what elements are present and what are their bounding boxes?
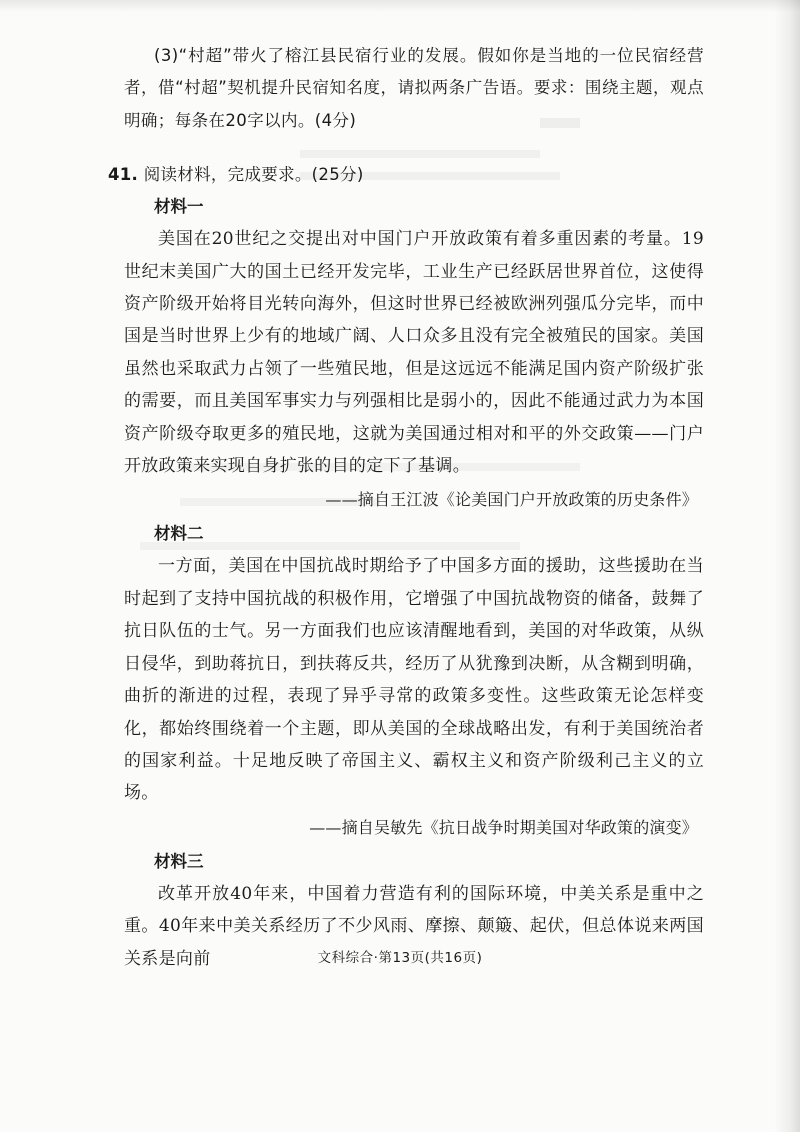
question-41-heading — [108, 161, 704, 189]
material-1-source: ——摘自王江波《论美国门户开放政策的历史条件》 — [325, 490, 698, 510]
material-1-title: 材料一 — [154, 197, 204, 217]
material-2-title: 材料二 — [154, 524, 204, 544]
page-content — [108, 40, 704, 975]
material-3-body: 改革开放40年来，中国着力营造有利的国际环境，中美关系是重中之重。40年来中美关系经历了不少风雨、摩擦、颠簸、起伏，但总体说来两国关系是向前 — [124, 883, 704, 969]
scan-shadow-top — [0, 0, 800, 12]
material-1-body: 美国在20世纪之交提出对中国门户开放政策有着多重因素的考量。19世纪末美国广大的国土已经开发完毕，工业生产已经跃居世界首位，这使得资产阶级开始将目光转向海外，但这时世界已经被欧洲列强瓜分完毕，而中国是当时世界上少有的地域广阔、人口众多且没有完全被殖民的国家。美国虽然也采取武力占领了一些殖民地，但是这远远不能满足国内资产阶级扩张的需要，而且美国军事实力与列强相比是弱小的，因此不能通过武力为本国资产阶级夺取更多的殖民地，这就为美国通过相对和平的外交政策——门户开放政策来实现自身扩张的目的定下了基调。 — [124, 229, 704, 477]
material-3-title: 材料三 — [154, 851, 204, 871]
material-2-body: 一方面，美国在中国抗战时期给予了中国多方面的援助，这些援助在当时起到了支持中国抗战的积极作用，它增强了中国抗战物资的储备，鼓舞了抗日队伍的士气。另一方面我们也应该清醒地看到，美国的对华政策，从纵日侵华，到助蒋抗日，到扶蒋反共，经历了从犹豫到决断，从含糊到明确，曲折的渐进的过程，表现了异乎寻常的政策多变性。这些政策无论怎样变化，都始终围绕着一个主题，即从美国的全球战略出发，有利于美国统治者的国家利益。十足地反映了帝国主义、霸权主义和资产阶级利己主义的立场。 — [124, 556, 704, 804]
question-3-text: (3)“村超”带火了榕江县民宿行业的发展。假如你是当地的一位民宿经营者，借“村超”契机提升民宿知名度，请拟两条广告语。要求：围绕主题，观点明确；每条在20字以内。(4分) — [124, 46, 704, 130]
question-prompt: 阅读材料，完成要求。(25分) — [143, 165, 364, 185]
page-footer: 文科综合·第13页(共16页) — [317, 950, 483, 966]
question-number: 41. — [108, 165, 139, 185]
material-2-source: ——摘自吴敏先《抗日战争时期美国对华政策的演变》 — [309, 817, 698, 837]
